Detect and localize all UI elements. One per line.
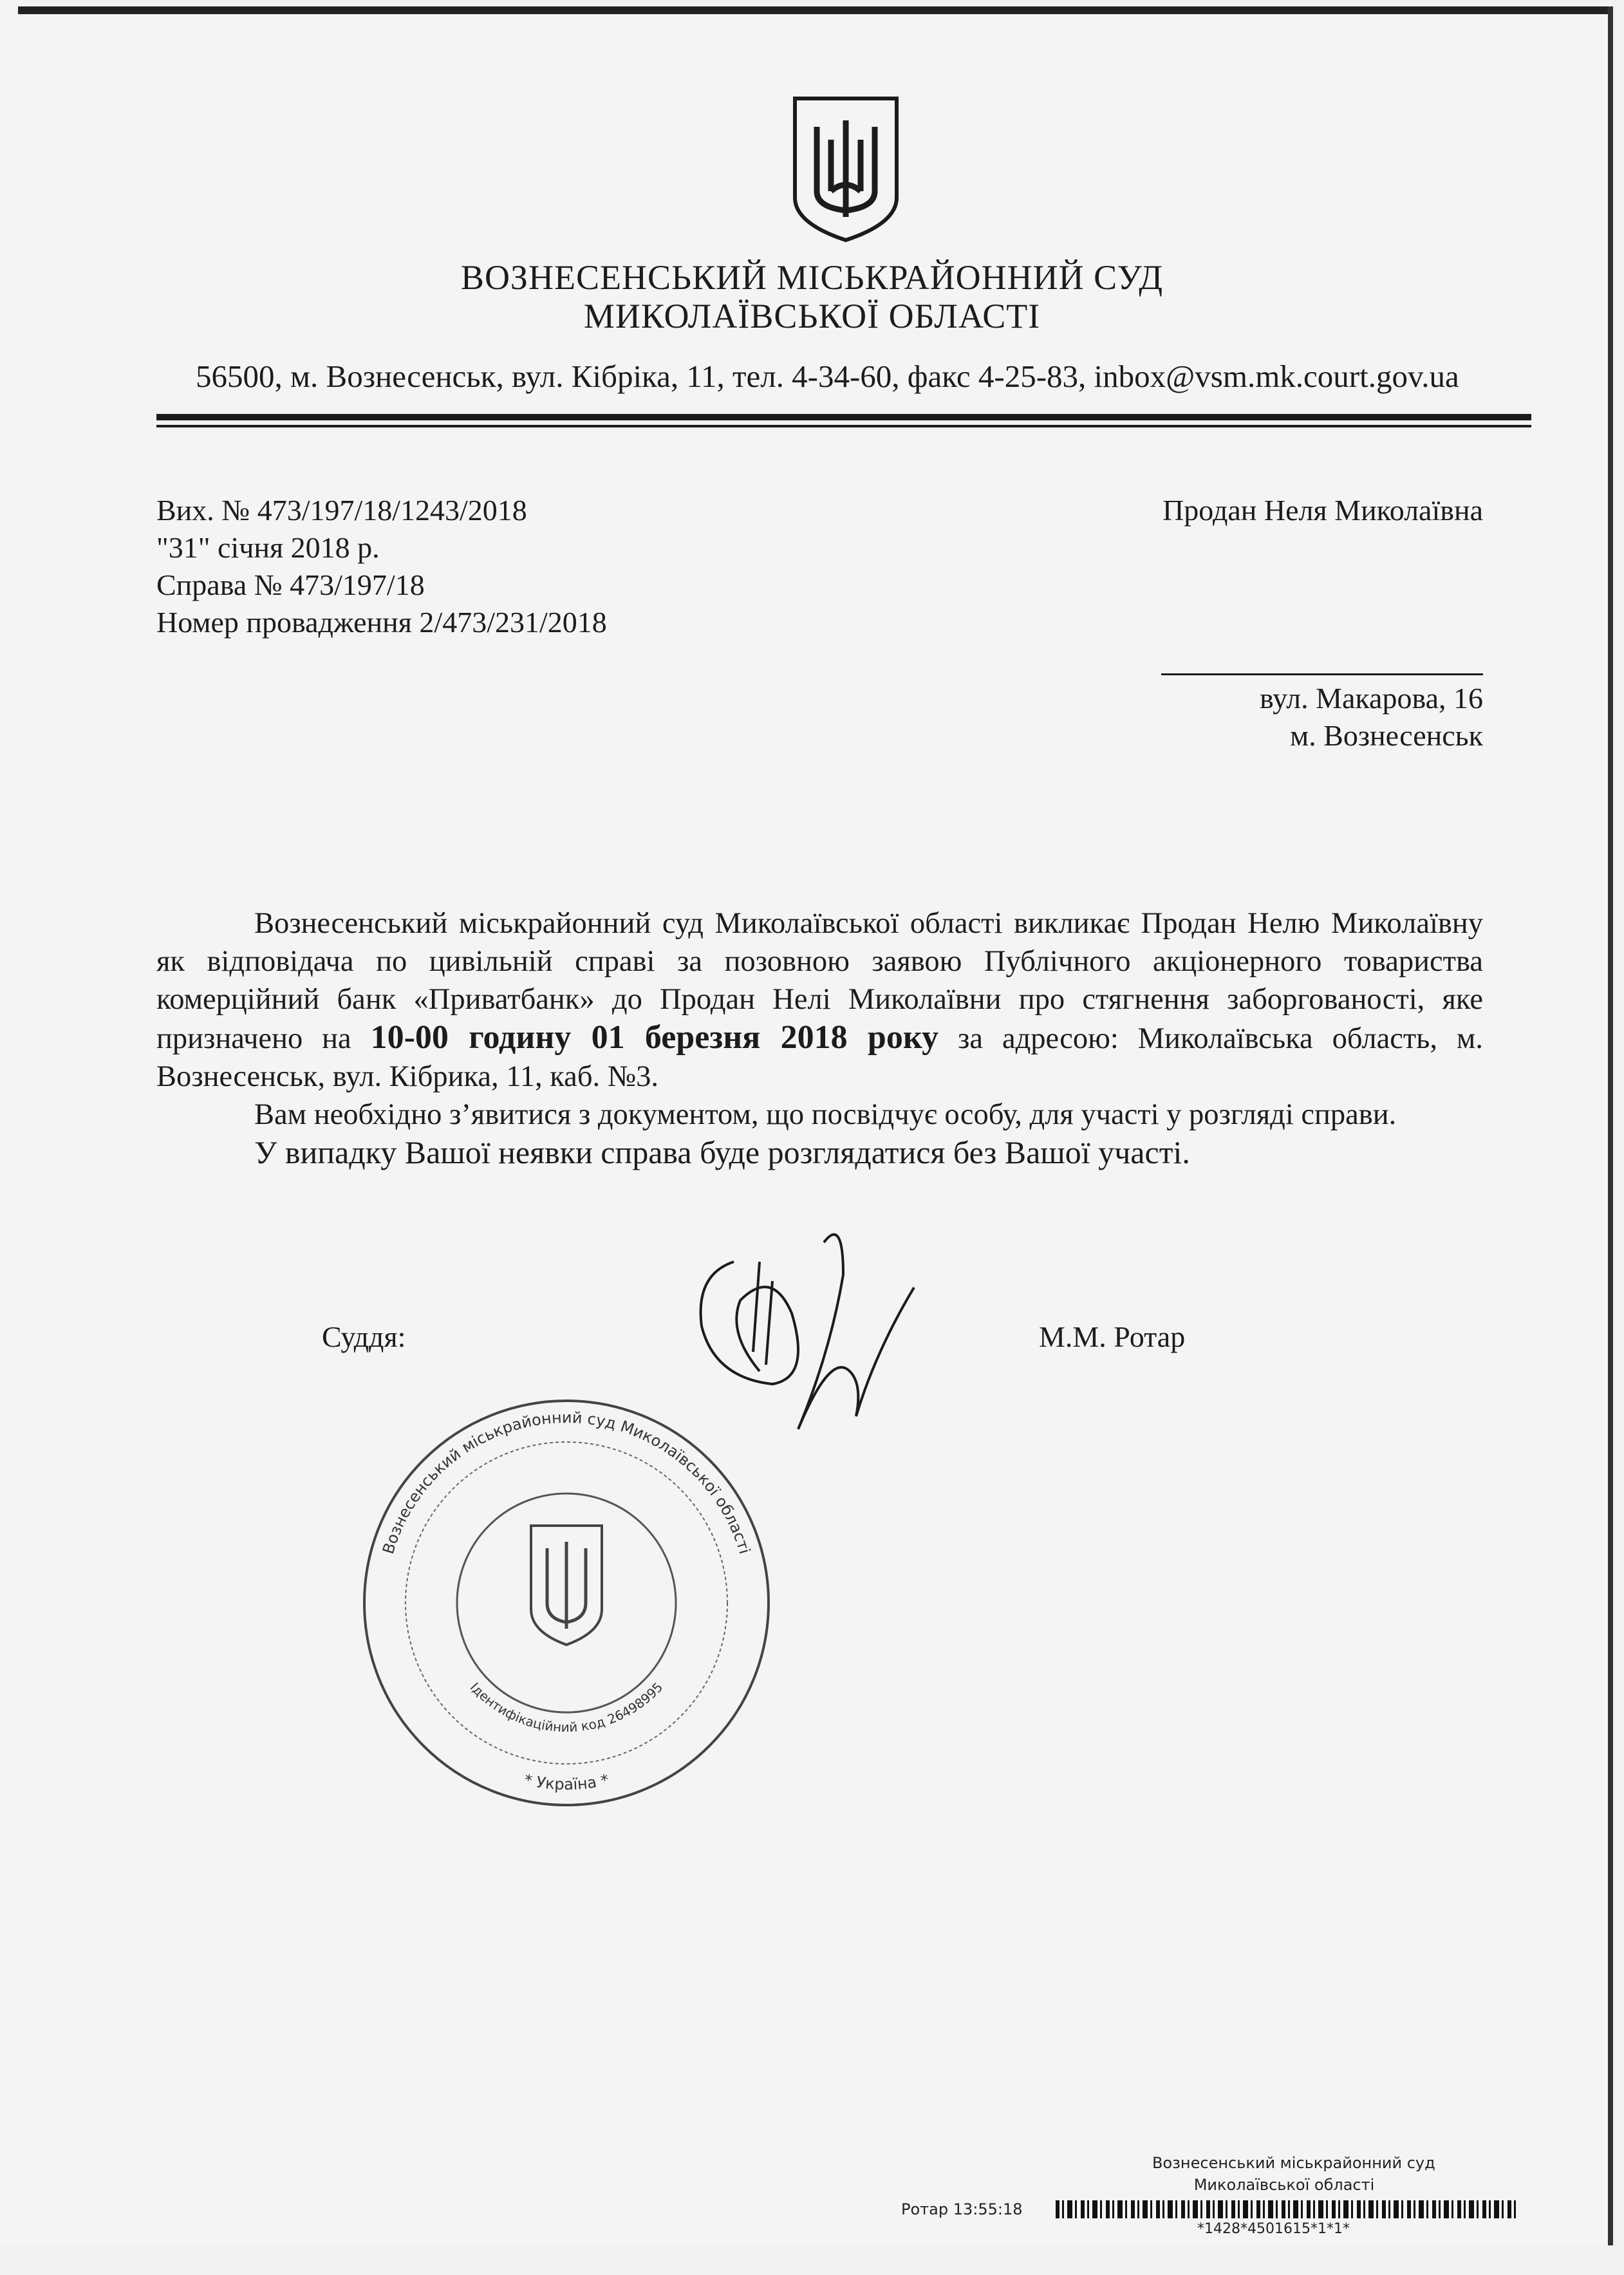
letter-date: "31" січня 2018 р. [156,531,380,564]
barcode-number: *1428*4501615*1*1* [1197,2221,1350,2237]
proceeding-number: Номер провадження 2/473/231/2018 [156,606,607,639]
court-stamp [360,1397,772,1809]
scan-edge-top [18,6,1611,14]
recipient-name: Продан Неля Миколаївна [1162,494,1483,527]
absence-notice: У випадку Вашої неявки справа буде розглядатися без Вашої участі. [254,1134,1190,1170]
summons-paragraph [156,904,1483,1096]
barcode [1056,2200,1517,2218]
svg-text:Вознесенський міськрайонний су [379,1409,754,1556]
footer-operator-time: Ротар 13:55:18 [901,2200,1023,2218]
court-name-line1: ВОЗНЕСЕНСЬКИЙ МІСЬКРАЙОННИЙ СУД [460,258,1164,297]
outgoing-number: Вих. № 473/197/18/1243/2018 [156,494,527,527]
letter-body [156,904,1483,1172]
stamp-bottom-text: * Україна * [522,1770,611,1793]
svg-text:* Україна * [523,1771,611,1793]
stamp-inner-text: Ідентифікаційний код 26498995 [467,1679,666,1736]
scan-edge-right [1608,6,1613,2245]
judge-name: М.М. Ротар [1039,1320,1186,1353]
recipient-rule [1161,673,1483,675]
footer-court-line1: Вознесенський міськрайонний суд [1152,2154,1435,2172]
case-number: Справа № 473/197/18 [156,568,425,601]
header-rule-thin [156,425,1531,427]
summons-text: Вознесенський міськрайонний суд Миколаївської області викликає Продан Нелю Миколаївну як відповідача по цивільній справі за позовною заявою Публічного акціонерного товариства комерційний банк «Приватбанк» до Продан Нелі Миколаївни про стягнення заборгованості, яке призначено на [156,907,1483,1055]
summons-address: за адресою: Миколаївська область, м. Вознесенськ, вул. Кібрика, 11, каб. №3. [156,1022,1483,1093]
recipient-city: м. Вознесенськ [1290,719,1483,752]
stamp-outer-text: Вознесенський міськрайонний суд Миколаївської області [378,1409,754,1557]
coat-of-arms-icon [791,95,901,244]
judge-label: Суддя: [322,1320,406,1353]
header-rule [156,414,1531,420]
court-address: 56500, м. Вознесенськ, вул. Кібріка, 11, тел. 4-34-60, факс 4-25-83, inbox@vsm.mk.court.gov.ua [196,359,1459,394]
hearing-datetime: 10-00 годину 01 березня 2018 року [370,1019,939,1056]
court-name-line2: МИКОЛАЇВСЬКОЇ ОБЛАСТІ [583,297,1041,335]
recipient-street: вул. Макарова, 16 [1260,682,1483,715]
footer-court-line2: Миколаївської області [1193,2176,1375,2194]
documents-notice: Вам необхідно з’явитися з документом, що посвідчує особу, для участі у розгляді справи. [254,1098,1397,1131]
